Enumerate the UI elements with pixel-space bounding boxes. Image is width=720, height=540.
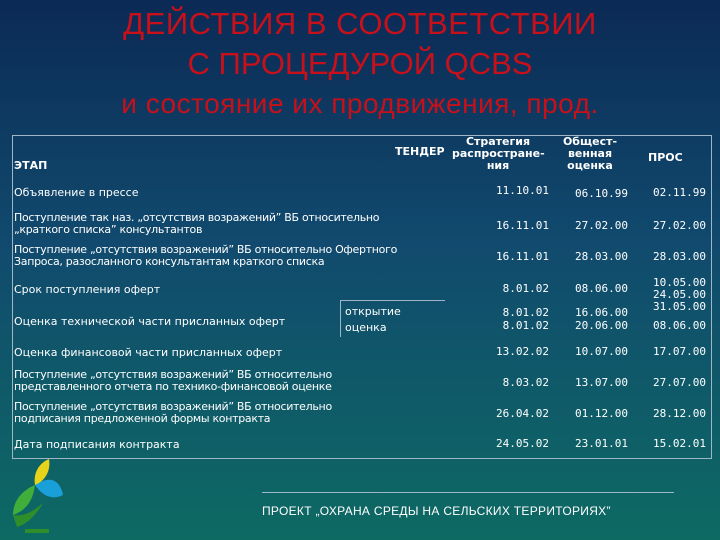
cell-r8-c1: 26.04.02 bbox=[496, 407, 549, 420]
sub-divider-line bbox=[340, 300, 445, 301]
row-label-report-1: Поступление „отсутствия возражений” ВБ относительно bbox=[14, 368, 332, 381]
sub-column-line bbox=[340, 300, 341, 337]
slide-title-line2: С ПРОЦЕДУРОЙ QCBS bbox=[187, 46, 533, 81]
cell-r1-c1: 11.10.01 bbox=[496, 184, 549, 197]
cell-r6-c1: 13.02.02 bbox=[496, 345, 549, 358]
cell-r2-c1: 16.11.01 bbox=[496, 219, 549, 232]
leaf-logo-icon bbox=[5, 455, 65, 535]
row-label-contract-signing: Дата подписания контракта bbox=[14, 438, 180, 451]
row-sublabel-opening: открытие bbox=[345, 305, 401, 318]
row-label-technical: Оценка технической части присланных оферт bbox=[14, 315, 286, 328]
cell-r8-c2: 01.12.00 bbox=[575, 407, 628, 420]
cell-r5b-c1: 8.01.02 bbox=[502, 319, 549, 332]
cell-r1-c3: 02.11.99 bbox=[653, 186, 706, 199]
cell-r5a-c1: 8.01.02 bbox=[502, 306, 549, 319]
cell-r9-c2: 23.01.01 bbox=[575, 437, 628, 450]
cell-r3-c3: 28.03.00 bbox=[653, 250, 706, 263]
footer-divider bbox=[262, 492, 674, 493]
header-strategy: Стратегия распростране- ния bbox=[452, 135, 545, 172]
cell-r5a-c2: 16.06.00 bbox=[575, 306, 628, 319]
cell-r6-c2: 10.07.00 bbox=[575, 345, 628, 358]
cell-r6-c3: 17.07.00 bbox=[653, 345, 706, 358]
row-label-offer-request-1: Поступление „отсутствия возражений” ВБ относительно Офертного bbox=[14, 243, 398, 256]
header-proc: ПРОС bbox=[648, 151, 683, 164]
slide-title-line3: и состояние их продвижения, прод. bbox=[121, 88, 599, 119]
cell-r1-c2: 06.10.99 bbox=[575, 187, 628, 200]
cell-r5a-c3: 31.05.00 bbox=[653, 300, 706, 313]
cell-r9-c3: 15.02.01 bbox=[653, 437, 706, 450]
row-label-shortlist-2: „краткого списка” консультантов bbox=[14, 223, 203, 236]
row-label-report-2: представленного отчета по технико-финансовой оценке bbox=[14, 380, 332, 393]
row-label-shortlist-1: Поступление так наз. „отсутствия возражений” ВБ относительно bbox=[14, 211, 380, 224]
cell-r3-c2: 28.03.00 bbox=[575, 250, 628, 263]
cell-r7-c1: 8.03.02 bbox=[502, 376, 549, 389]
row-label-financial: Оценка финансовой части присланных оферт bbox=[14, 346, 283, 359]
footer-project-name: ПРОЕКТ „ОХРАНА СРЕДЫ НА СЕЛЬСКИХ ТЕРРИТОРИЯХ” bbox=[262, 504, 611, 518]
header-tender: ТЕНДЕР bbox=[395, 145, 445, 158]
cell-r4-c1: 8.01.02 bbox=[502, 282, 549, 295]
cell-r7-c2: 13.07.00 bbox=[575, 376, 628, 389]
cell-r9-c1: 24.05.02 bbox=[496, 437, 549, 450]
cell-r5b-c3: 08.06.00 bbox=[653, 319, 706, 332]
table-border-left bbox=[12, 135, 13, 457]
row-label-contract-form-2: подписания предложенной формы контракта bbox=[14, 412, 271, 425]
cell-r4-c3: 10.05.00 bbox=[653, 276, 706, 289]
row-label-press: Объявление в прессе bbox=[14, 186, 139, 199]
cell-r4-c3b: 24.05.00 bbox=[653, 288, 706, 301]
cell-r4-c2: 08.06.00 bbox=[575, 282, 628, 295]
row-label-contract-form-1: Поступление „отсутствия возражений” ВБ относительно bbox=[14, 400, 332, 413]
cell-r2-c2: 27.02.00 bbox=[575, 219, 628, 232]
cell-r7-c3: 27.07.00 bbox=[653, 376, 706, 389]
cell-r3-c1: 16.11.01 bbox=[496, 250, 549, 263]
cell-r2-c3: 27.02.00 bbox=[653, 219, 706, 232]
header-public-assessment: Общест- венная оценка bbox=[562, 135, 618, 172]
cell-r5b-c2: 20.06.00 bbox=[575, 319, 628, 332]
row-sublabel-evaluation: оценка bbox=[345, 321, 387, 334]
slide-title-line1: ДЕЙСТВИЯ В СООТВЕТСТВИИ bbox=[123, 6, 597, 41]
row-label-offer-deadline: Срок поступления оферт bbox=[14, 283, 161, 296]
header-etap: ЭТАП bbox=[14, 159, 48, 172]
cell-r8-c3: 28.12.00 bbox=[653, 407, 706, 420]
row-label-offer-request-2: Запроса, разосланного консультантам краткого списка bbox=[14, 255, 325, 268]
